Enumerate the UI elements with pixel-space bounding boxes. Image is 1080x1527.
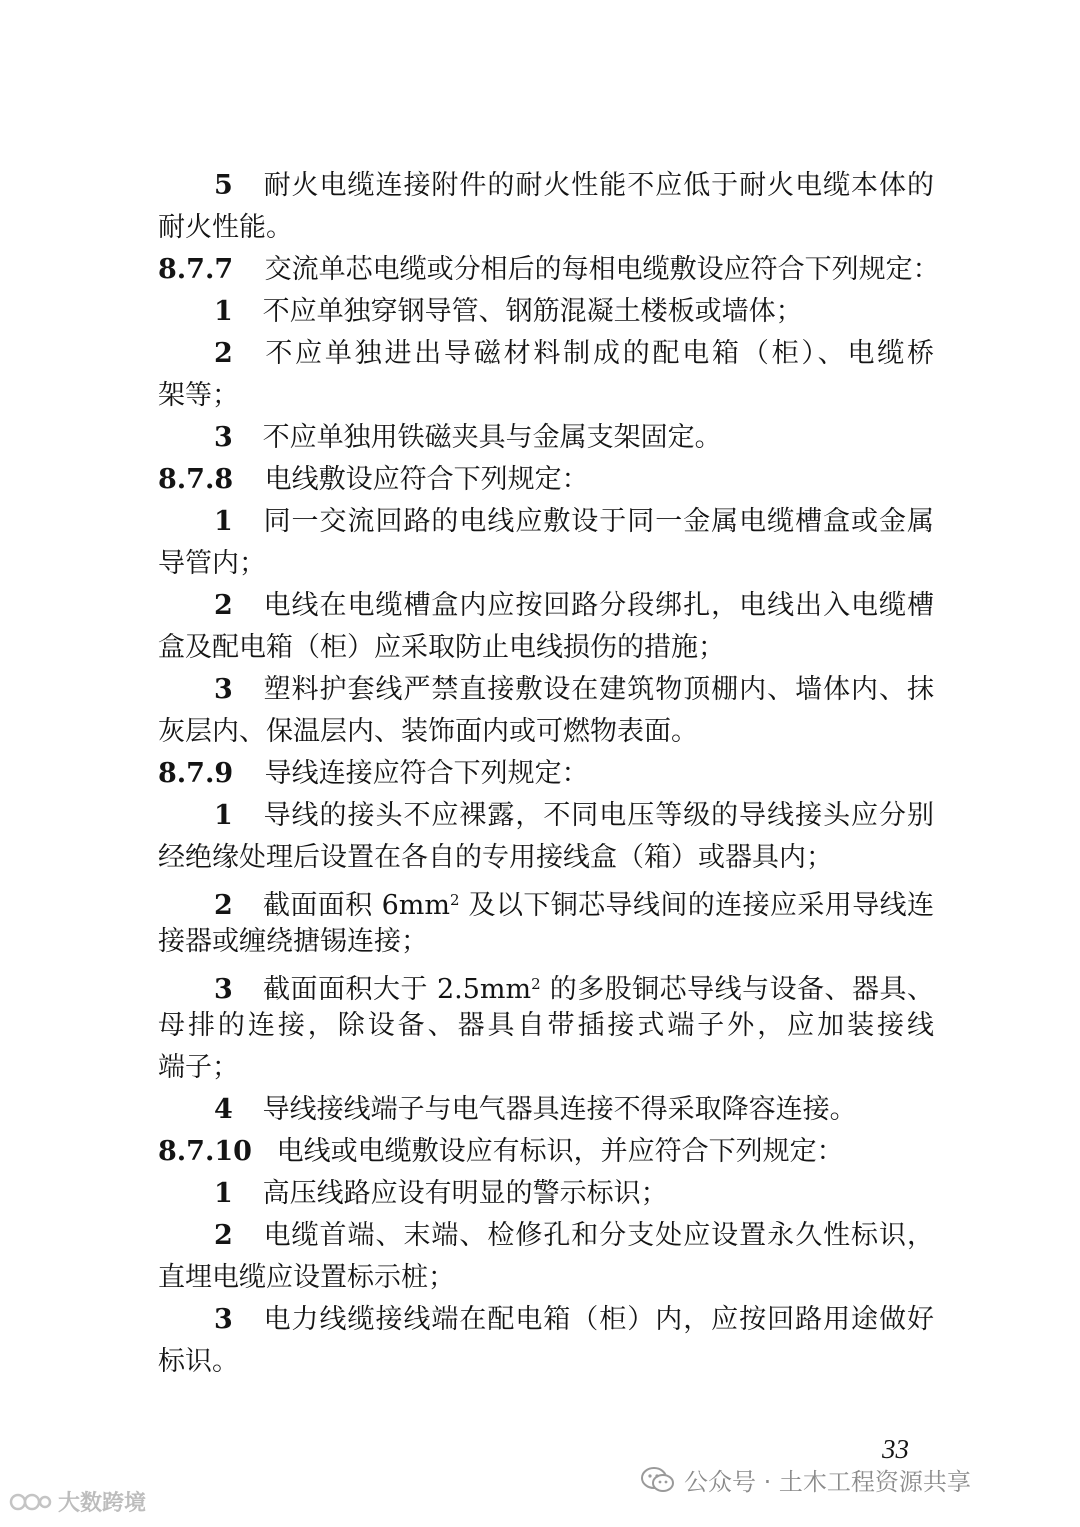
clause-heading [158, 1132, 844, 1172]
item-text: 标识。 [158, 1346, 239, 1377]
item-text: 电线在电缆槽盒内应按回路分段绑扎，电线出入电缆槽 [263, 590, 934, 621]
item-text: 不应单独进出导磁材料制成的配电箱（柜）、电缆桥 [265, 338, 935, 369]
item-text: 接器或缠绕搪锡连接； [158, 926, 428, 957]
item-text: 导线接线端子与电气器具连接不得采取降容连接。 [262, 1094, 857, 1125]
watermark-text: 公众号 · 土木工程资源共享 [684, 1468, 971, 1496]
clause-number: 8.7.8 [158, 464, 234, 495]
item-number: 2 [214, 590, 233, 621]
item-text: 导线的接头不应裸露，不同电压等级的导线接头应分别 [263, 800, 934, 831]
item-number: 3 [214, 1304, 233, 1335]
clause-item [214, 670, 934, 710]
wechat-icon [640, 1466, 676, 1494]
item-text: 同一交流回路的电线应敷设于同一金属电缆槽盒或金属 [263, 506, 934, 537]
clause-item [214, 796, 934, 836]
clause-continuation [158, 712, 698, 752]
page-number: 33 [882, 1434, 909, 1464]
item-number: 3 [214, 974, 233, 1005]
clause-text: 电线或电缆敷设应有标识，并应符合下列规定： [276, 1136, 844, 1167]
clause-item [214, 880, 934, 920]
item-text: 经绝缘处理后设置在各自的专用接线盒（箱）或器具内； [158, 842, 833, 873]
item-text: 导管内； [158, 548, 266, 579]
superscript: 2 [450, 891, 460, 909]
item-text: 耐火性能。 [158, 212, 293, 243]
item-number: 3 [214, 422, 233, 453]
clause-heading [158, 250, 940, 290]
item-text: 直埋电缆应设置标示桩； [158, 1262, 455, 1293]
clause-continuation [158, 544, 266, 584]
item-text-prefix: 截面面积大于 2.5mm [263, 974, 532, 1005]
clause-item [214, 586, 934, 626]
item-text: 架等； [158, 380, 239, 411]
item-text: 高压线路应设有明显的警示标识； [262, 1178, 668, 1209]
clause-continuation [158, 1048, 239, 1088]
item-number: 2 [214, 1220, 233, 1251]
clause-continuation [158, 208, 293, 248]
clause-item [214, 1090, 857, 1130]
item-text: 不应单独用铁磁夹具与金属支架固定。 [262, 422, 722, 453]
item-text: 端子； [158, 1052, 239, 1083]
clause-item [214, 1174, 668, 1214]
clause-continuation [158, 1258, 455, 1298]
item-number: 1 [214, 1178, 233, 1209]
clause-text: 交流单芯电缆或分相后的每相电缆敷设应符合下列规定： [264, 254, 940, 285]
item-text: 电力线缆接线端在配电箱（柜）内，应按回路用途做好 [263, 1304, 934, 1335]
clause-item [214, 334, 934, 374]
brand-watermark [8, 1486, 146, 1517]
item-text: 的多股铜芯导线与设备、器具、 [540, 974, 934, 1005]
clause-item [214, 1300, 934, 1340]
brand-text: 大数跨境 [58, 1491, 147, 1516]
item-number: 1 [214, 800, 233, 831]
clause-text: 导线连接应符合下列规定： [264, 758, 589, 789]
clause-item [214, 1216, 934, 1256]
clause-number: 8.7.7 [158, 254, 234, 285]
item-text: 塑料护套线严禁直接敷设在建筑物顶棚内、墙体内、抹 [263, 674, 934, 705]
brand-logo-icon [8, 1489, 52, 1515]
clause-heading [158, 460, 589, 500]
superscript: 2 [531, 975, 541, 993]
item-text: 不应单独穿钢导管、钢筋混凝土楼板或墙体； [262, 296, 803, 327]
clause-continuation [158, 376, 239, 416]
clause-heading [158, 754, 589, 794]
clause-continuation [158, 838, 833, 878]
item-text: 母排的连接，除设备、器具自带插接式端子外，应加装接线 [158, 1010, 934, 1041]
item-number: 3 [214, 674, 233, 705]
item-text: 灰层内、保温层内、装饰面内或可燃物表面。 [158, 716, 698, 747]
item-number: 2 [214, 338, 233, 369]
item-text: 盒及配电箱（柜）应采取防止电线损伤的措施； [158, 632, 725, 663]
clause-continuation [158, 922, 428, 962]
clause-item [214, 502, 934, 542]
clause-item [214, 418, 722, 458]
clause-item [214, 166, 934, 206]
item-number: 4 [214, 1094, 233, 1125]
item-text: 及以下铜芯导线间的连接应采用导线连 [459, 890, 935, 921]
wechat-watermark [640, 1462, 971, 1497]
clause-continuation [158, 1342, 239, 1382]
item-text: 电缆首端、末端、检修孔和分支处应设置永久性标识， [263, 1220, 934, 1251]
clause-number: 8.7.9 [158, 758, 234, 789]
clause-item [214, 964, 934, 1004]
clause-item [214, 292, 803, 332]
item-text-prefix: 截面面积 6mm [263, 890, 450, 921]
clause-text: 电线敷设应符合下列规定： [264, 464, 589, 495]
item-number: 5 [214, 170, 233, 201]
item-number: 2 [214, 890, 233, 921]
clause-number: 8.7.10 [158, 1136, 252, 1167]
item-number: 1 [214, 506, 233, 537]
clause-continuation [158, 628, 725, 668]
clause-continuation [158, 1006, 934, 1046]
item-number: 1 [214, 296, 233, 327]
item-text: 耐火电缆连接附件的耐火性能不应低于耐火电缆本体的 [263, 170, 934, 201]
